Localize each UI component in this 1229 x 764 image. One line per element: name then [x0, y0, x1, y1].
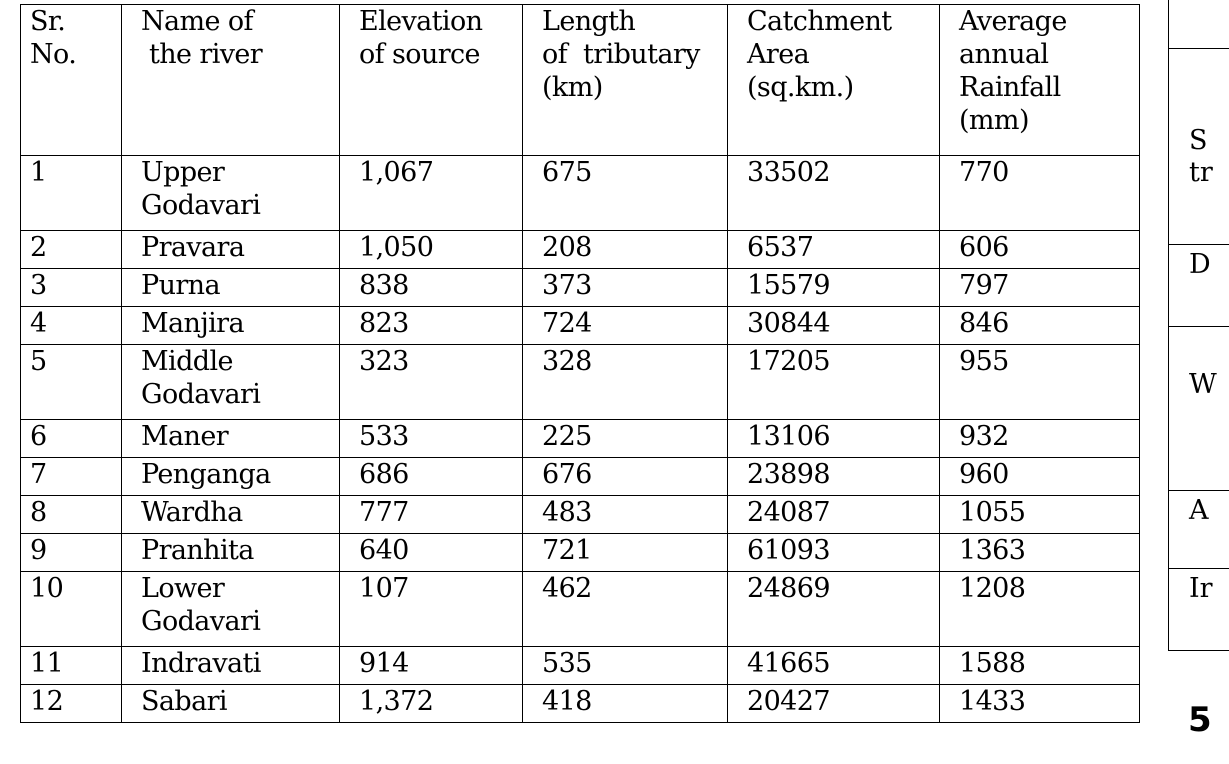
table-cell-rainfall: 1055 [940, 496, 1140, 534]
table-cell-name [122, 647, 340, 685]
table-cell-sr: 11 [21, 647, 122, 685]
table-cell-sr: 5 [21, 345, 122, 420]
table-row [21, 572, 1140, 647]
header-river-name: Name of the river [122, 5, 340, 156]
table-cell-rainfall: 770 [940, 156, 1140, 231]
table-cell-rainfall: 1363 [940, 534, 1140, 572]
table-row [21, 496, 1140, 534]
table-cell-catchment: 20427 [728, 685, 940, 723]
table-cell-name [122, 156, 340, 231]
table-cell-rainfall: 1208 [940, 572, 1140, 647]
table-cell-elevation: 107 [340, 572, 523, 647]
table-cell-catchment: 61093 [728, 534, 940, 572]
table-cell-name [122, 269, 340, 307]
header-catchment: Catchment Area (sq.km.) [728, 5, 940, 156]
river-name-part: Godavari [141, 190, 261, 221]
table-row [21, 534, 1140, 572]
table-row [21, 156, 1140, 231]
table-cell-catchment: 24869 [728, 572, 940, 647]
header-sr-no: Sr. No. [21, 5, 122, 156]
header-rainfall: Average annual Rainfall (mm) [940, 5, 1140, 156]
table-row [21, 269, 1140, 307]
table-cell-elevation: 1,067 [340, 156, 523, 231]
table-cell-length: 721 [523, 534, 728, 572]
table-cell-rainfall: 606 [940, 231, 1140, 269]
table-cell-elevation: 777 [340, 496, 523, 534]
table-cell-catchment: 24087 [728, 496, 940, 534]
table-row [21, 307, 1140, 345]
side-table-text: W [1189, 369, 1217, 400]
side-table-divider [1169, 568, 1229, 569]
table-cell-length: 418 [523, 685, 728, 723]
table-cell-rainfall: 932 [940, 420, 1140, 458]
side-table-divider [1169, 326, 1229, 327]
table-cell-rainfall: 960 [940, 458, 1140, 496]
table-row [21, 685, 1140, 723]
table-cell-name [122, 458, 340, 496]
river-name-part: Pranhita [141, 535, 254, 566]
river-name-part: Penganga [141, 459, 271, 490]
table-cell-elevation: 533 [340, 420, 523, 458]
table-cell-name [122, 420, 340, 458]
table-cell-length: 328 [523, 345, 728, 420]
table-cell-catchment: 33502 [728, 156, 940, 231]
table-cell-length: 483 [523, 496, 728, 534]
table-cell-length: 535 [523, 647, 728, 685]
side-table-text: A [1189, 495, 1209, 526]
river-name-part: Upper [141, 157, 225, 188]
table-cell-rainfall: 1433 [940, 685, 1140, 723]
side-table-text: tr [1189, 157, 1213, 188]
table-cell-name [122, 534, 340, 572]
header-length: Length of tributary (km) [523, 5, 728, 156]
table-cell-sr: 8 [21, 496, 122, 534]
table-cell-elevation: 838 [340, 269, 523, 307]
table-cell-catchment: 17205 [728, 345, 940, 420]
table-cell-sr: 6 [21, 420, 122, 458]
table-row [21, 458, 1140, 496]
river-name-part: Lower [141, 573, 225, 604]
table-cell-length: 225 [523, 420, 728, 458]
table-cell-rainfall: 797 [940, 269, 1140, 307]
table-cell-sr: 12 [21, 685, 122, 723]
river-name-part: Manjira [141, 308, 244, 339]
table-cell-sr: 4 [21, 307, 122, 345]
river-name-part: Wardha [141, 497, 243, 528]
river-name-part: Purna [141, 270, 220, 301]
table-cell-catchment: 13106 [728, 420, 940, 458]
table-cell-rainfall: 1588 [940, 647, 1140, 685]
table-cell-length: 373 [523, 269, 728, 307]
table-cell-elevation: 686 [340, 458, 523, 496]
table-cell-elevation: 823 [340, 307, 523, 345]
table-cell-elevation: 914 [340, 647, 523, 685]
table-cell-name [122, 685, 340, 723]
table-cell-length: 724 [523, 307, 728, 345]
table-cell-rainfall: 955 [940, 345, 1140, 420]
table-cell-name [122, 307, 340, 345]
river-name-part: Indravati [141, 648, 261, 679]
table-cell-length: 208 [523, 231, 728, 269]
table-cell-length: 676 [523, 458, 728, 496]
table-cell-sr: 9 [21, 534, 122, 572]
table-cell-sr: 3 [21, 269, 122, 307]
side-table-divider [1169, 48, 1229, 49]
table-row [21, 231, 1140, 269]
side-table-divider [1169, 490, 1229, 491]
table-row [21, 420, 1140, 458]
table-cell-elevation: 1,050 [340, 231, 523, 269]
table-cell-catchment: 6537 [728, 231, 940, 269]
table-cell-catchment: 30844 [728, 307, 940, 345]
river-name-part: Sabari [141, 686, 227, 717]
page-section-number: 5 [1188, 700, 1212, 740]
table-cell-catchment: 41665 [728, 647, 940, 685]
side-table-text: S [1189, 125, 1208, 156]
table-cell-name [122, 231, 340, 269]
table-cell-sr: 7 [21, 458, 122, 496]
side-table-fragment [1168, 0, 1229, 651]
side-table-divider [1169, 244, 1229, 245]
table-header-row [21, 5, 1140, 156]
table-cell-length: 675 [523, 156, 728, 231]
table-cell-elevation: 323 [340, 345, 523, 420]
table-cell-sr: 10 [21, 572, 122, 647]
river-name-part: Godavari [141, 379, 261, 410]
side-table-text: Ir [1189, 573, 1213, 604]
table-cell-sr: 1 [21, 156, 122, 231]
table-cell-length: 462 [523, 572, 728, 647]
header-elevation: Elevation of source [340, 5, 523, 156]
table-cell-catchment: 15579 [728, 269, 940, 307]
river-name-part: Maner [141, 421, 229, 452]
table-cell-name [122, 572, 340, 647]
river-tributary-table [20, 4, 1140, 723]
table-cell-name [122, 496, 340, 534]
river-name-part: Middle [141, 346, 233, 377]
table-cell-elevation: 1,372 [340, 685, 523, 723]
table-row [21, 647, 1140, 685]
table-cell-sr: 2 [21, 231, 122, 269]
table-row [21, 345, 1140, 420]
table-cell-rainfall: 846 [940, 307, 1140, 345]
table-cell-name [122, 345, 340, 420]
river-name-part: Pravara [141, 232, 245, 263]
table-cell-elevation: 640 [340, 534, 523, 572]
river-name-part: Godavari [141, 606, 261, 637]
table-cell-catchment: 23898 [728, 458, 940, 496]
side-table-text: D [1189, 249, 1211, 280]
